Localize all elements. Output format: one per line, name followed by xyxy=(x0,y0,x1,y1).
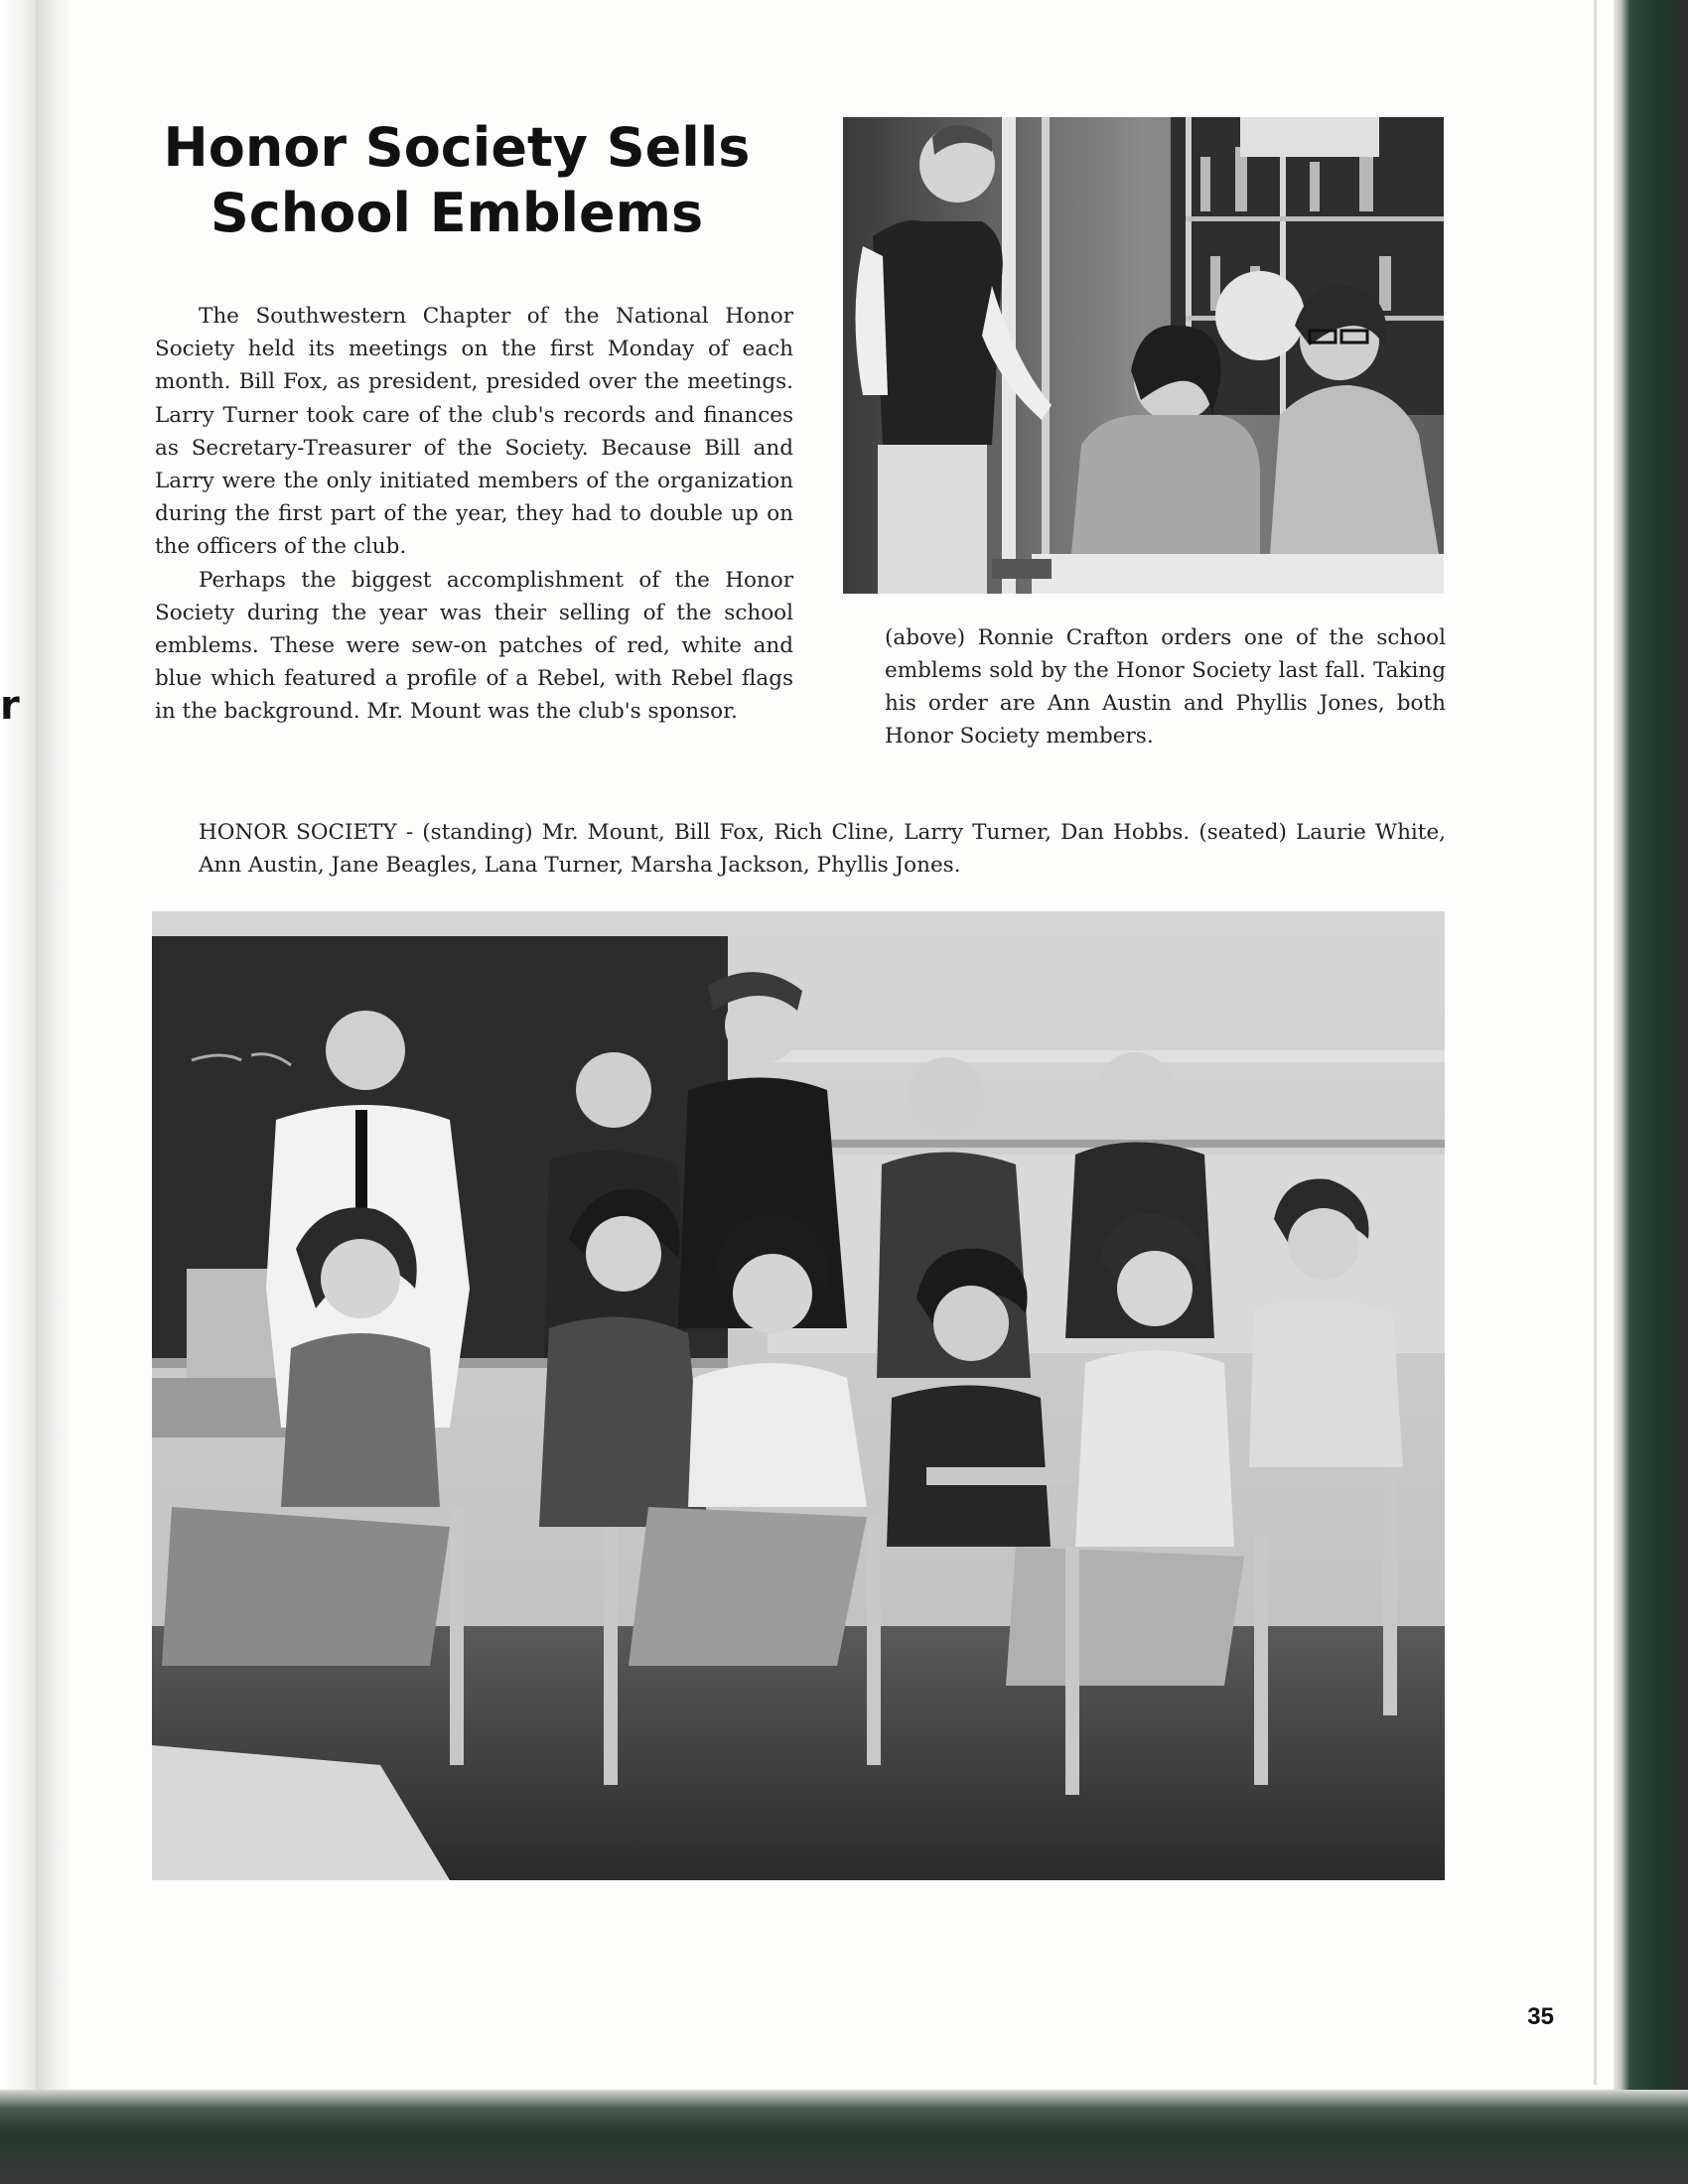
book-cover-right-edge xyxy=(1614,0,1688,2184)
emblem-photo-caption xyxy=(845,621,1446,752)
page-edge-line xyxy=(1594,0,1597,2085)
honor-society-group-photo xyxy=(152,911,1445,1880)
group-photo-caption xyxy=(155,816,1446,882)
group-photo-illustration xyxy=(152,911,1445,1880)
left-page-edge xyxy=(0,0,36,2184)
emblem-order-photo-illustration xyxy=(843,117,1444,594)
page-number: 35 xyxy=(1527,2003,1554,2030)
book-spine-shadow xyxy=(36,0,70,2184)
headline-line-1: Honor Society Sells xyxy=(163,116,751,179)
body-paragraph-2: Perhaps the biggest accomplishment of the Honor Society during the year was their selling of the school emblems. These were sew-on patches of red, white and blue which featured a profile of a Rebel, with Rebel flags in the background. Mr. Mount was the club's sponsor. xyxy=(155,567,793,725)
group-photo-caption-text: HONOR SOCIETY - (standing) Mr. Mount, Bill Fox, Rich Cline, Larry Turner, Dan Hobbs. (seated) Laurie White, Ann Austin, Jane Beagles, Lana Turner, Marsha Jackson, Phyllis Jones. xyxy=(199,820,1446,878)
book-cover-bottom-edge xyxy=(0,2090,1688,2184)
article-headline xyxy=(149,115,765,246)
emblem-photo-caption-text: (above) Ronnie Crafton orders one of the school emblems sold by the Honor Society last fall. Taking his order are Ann Austin and Phyllis Jones, both Honor Society members. xyxy=(885,625,1446,749)
emblem-order-photo xyxy=(843,117,1444,594)
article-body xyxy=(155,300,793,729)
body-paragraph-1: The Southwestern Chapter of the National Honor Society held its meetings on the first Monday of each month. Bill Fox, as president, presided over the meetings. Larry Turner took care of the club's records and finances as Secretary-Treasurer of the Society. Because Bill and Larry were the only initiated members of the organization during the first part of the year, they had to double up on the officers of the club. xyxy=(155,304,793,560)
headline-line-2: School Emblems xyxy=(210,182,704,244)
left-page-edge-letter: r xyxy=(0,683,20,729)
